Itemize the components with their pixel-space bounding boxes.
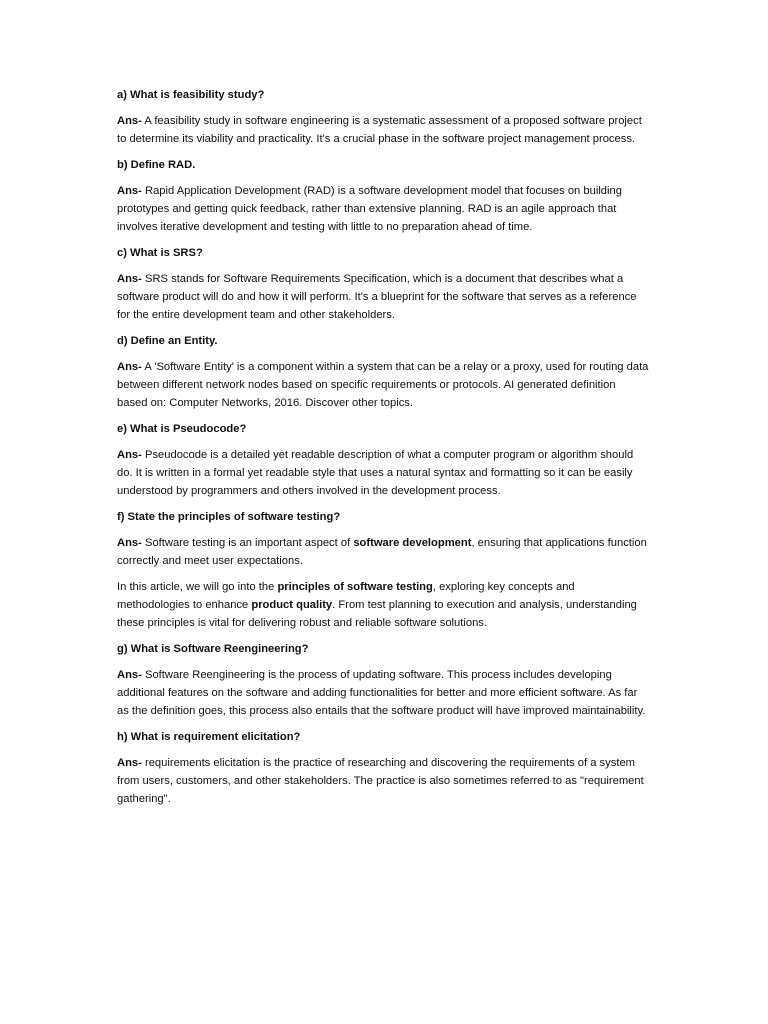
question-heading: g) What is Software Reengineering? bbox=[117, 643, 309, 655]
answer-text: requirements elicitation is the practice of researching and discovering the requirements of a system from users, customers, and other stakeholders. The practice is also sometimes referred to as "requirement gathering". bbox=[117, 757, 644, 805]
qa-section bbox=[117, 332, 649, 412]
answer-text: , exploring key concepts and methodologies to enhance bbox=[117, 581, 575, 611]
answer-label: Ans- bbox=[117, 185, 142, 197]
answer-text: . From test planning to execution and analysis, understanding these principles is vital for delivering robust and reliable software solutions. bbox=[117, 599, 637, 629]
answer-text: SRS stands for Software Requirements Specification, which is a document that describes what a software product will do and how it will perform. It's a blueprint for the software that serves as a reference for the entire development team and other stakeholders. bbox=[117, 273, 637, 321]
answer-paragraph-continued bbox=[117, 578, 649, 632]
question-heading: f) State the principles of software testing? bbox=[117, 511, 341, 523]
answer-paragraph bbox=[117, 182, 649, 236]
question-heading: d) Define an Entity. bbox=[117, 335, 218, 347]
question-heading: c) What is SRS? bbox=[117, 247, 203, 259]
answer-text: Software Reengineering is the process of updating software. This process includes developing additional features on the software and adding functionalities for better and more efficient software. As far as the definition goes, this process also entails that the software product will have improved maintainability. bbox=[117, 669, 646, 717]
answer-label: Ans- bbox=[117, 537, 142, 549]
answer-text: In this article, we will go into the bbox=[117, 581, 278, 593]
answer-label: Ans- bbox=[117, 449, 142, 461]
question-heading: b) Define RAD. bbox=[117, 159, 196, 171]
answer-paragraph bbox=[117, 358, 649, 412]
answer-paragraph bbox=[117, 666, 649, 720]
qa-section bbox=[117, 728, 649, 808]
qa-section bbox=[117, 640, 649, 720]
qa-section bbox=[117, 244, 649, 324]
answer-text: Rapid Application Development (RAD) is a software development model that focuses on building prototypes and getting quick feedback, rather than extensive planning. RAD is an agile approach that involves iterative development and testing with little to no preparation ahead of time. bbox=[117, 185, 622, 233]
qa-section bbox=[117, 420, 649, 500]
answer-text: A feasibility study in software engineering is a systematic assessment of a proposed software project to determine its viability and practicality. It's a crucial phase in the software project management process. bbox=[117, 115, 642, 145]
question-heading: h) What is requirement elicitation? bbox=[117, 731, 301, 743]
qa-section bbox=[117, 508, 649, 632]
bold-phrase: software development bbox=[353, 537, 472, 549]
bold-phrase: product quality bbox=[251, 599, 333, 611]
answer-text: Software testing is an important aspect of bbox=[141, 537, 354, 549]
answer-text: , ensuring that applications function correctly and meet user expectations. bbox=[117, 537, 647, 567]
answer-paragraph bbox=[117, 446, 649, 500]
answer-label: Ans- bbox=[117, 669, 142, 681]
question-heading: e) What is Pseudocode? bbox=[117, 423, 247, 435]
answer-text: Pseudocode is a detailed yet readable description of what a computer program or algorithm should do. It is written in a formal yet readable style that uses a natural syntax and formatting so it can be easily understood by programmers and others involved in the development process. bbox=[117, 449, 634, 497]
answer-label: Ans- bbox=[117, 361, 142, 373]
answer-paragraph bbox=[117, 112, 649, 148]
answer-text: A 'Software Entity' is a component within a system that can be a relay or a proxy, used for routing data between different network nodes based on specific requirements or protocols. AI generated definition based on: Computer Networks, 2016. Discover other topics. bbox=[117, 361, 649, 409]
answer-paragraph bbox=[117, 534, 649, 570]
answer-label: Ans- bbox=[117, 115, 142, 127]
answer-paragraph bbox=[117, 270, 649, 324]
question-heading: a) What is feasibility study? bbox=[117, 89, 265, 101]
answer-label: Ans- bbox=[117, 273, 142, 285]
qa-section bbox=[117, 86, 649, 148]
qa-section bbox=[117, 156, 649, 236]
answer-label: Ans- bbox=[117, 757, 142, 769]
document-page bbox=[117, 86, 649, 816]
answer-paragraph bbox=[117, 754, 649, 808]
bold-phrase: principles of software testing bbox=[277, 581, 433, 593]
